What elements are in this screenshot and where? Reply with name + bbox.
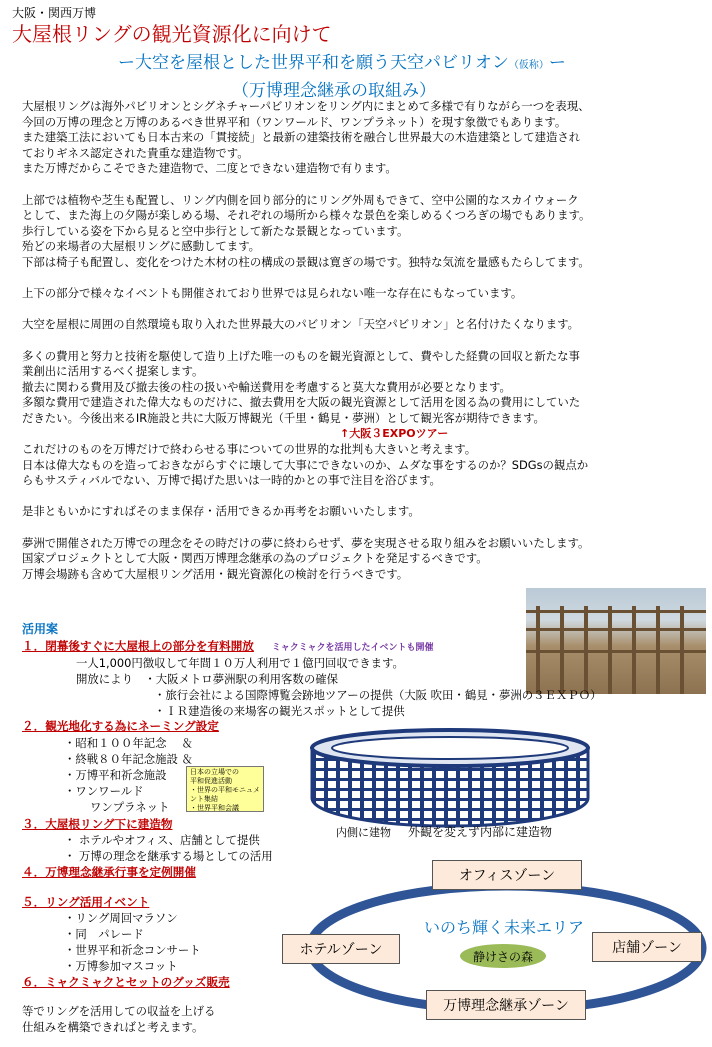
ring-label-outside: 外観を変えず内部に建造物: [408, 825, 553, 839]
body-line: 夢洲で開催された万博での理念をその時だけの夢に終わらせず、夢を実現させる取り組みをお願いいたします。: [22, 535, 590, 550]
photo-post: [536, 606, 540, 694]
forest-label: 静けさの森: [460, 944, 546, 968]
body-line: また建築工法においても日本古来の「貫接続」と最新の建築技術を融合し世界最大の木造建築として建造され: [22, 130, 581, 145]
photo-post: [632, 606, 636, 694]
plan-1-line: 開放により ・大阪メトロ夢洲駅の利用客数の確保: [76, 672, 338, 686]
body-line: 是非ともいかにすればそのまま保存・活用できるか再考をお願いいたします。: [22, 504, 420, 519]
plan-3-title: ３．大屋根リング下に建造物: [22, 817, 173, 831]
spacer: [22, 333, 590, 349]
plan-5-line: ・同 パレード: [64, 927, 144, 941]
plan-2-line: ・万博平和祈念施設: [64, 768, 167, 782]
note-line: ・世界の平和モニュメント集結: [190, 786, 260, 803]
body-line: だきたい。今後出来るIR施設と共に大阪万博観光（千里・鶴見・夢洲）として観光客が期待できます。: [22, 410, 545, 425]
photo-beam: [526, 650, 706, 653]
zone-legacy: 万博理念継承ゾーン: [426, 990, 586, 1020]
body-line: 下部は椅子も配置し、変化をつけた木材の柱の構成の景観は寛ぎの場です。独特な気流を量感もたらしてます。: [22, 254, 590, 269]
photo-post: [608, 606, 612, 694]
plan-2-line: ・終戦８０年記念施設 ＆: [64, 752, 193, 766]
plan-2-line: ・ワンワールド: [64, 784, 144, 798]
note-line: ・世界平和会議: [190, 804, 239, 812]
header-tag: 大阪・関西万博: [12, 6, 97, 20]
zone-hotel: ホテルゾーン: [282, 934, 400, 964]
closing-line: 仕組みを構築できればと考えます。: [22, 1019, 204, 1034]
plan-5-line: ・リング周回マラソン: [64, 911, 178, 925]
body-line: 撤去に関わる費用及び撤去後の柱の扱いや輸送費用を考慮すると莫大な費用が必要となります。: [22, 379, 511, 394]
body-line: 大屋根リングは海外パビリオンとシグネチャーパビリオンをリング内にまとめて多様で有りながら一つを表現、: [22, 99, 590, 113]
plan-6-title: ６．ミャクミャクとセットのグッズ販売: [22, 975, 230, 989]
photo-beam: [526, 610, 706, 613]
body-line: 上部では植物や芝生も配置し、リング内側を回り部分的にリング外周もできて、空中公園的なスカイウォーク: [22, 192, 579, 207]
body-text: [22, 99, 590, 582]
plan-3-line: ・ 万博の理念を継承する場としての活用: [64, 849, 273, 863]
subtitle-text: ー大空を屋根とした世界平和を願う天空パビリオン: [118, 53, 509, 73]
body-line: 殆どの来場者の大屋根リングに感動してます。: [22, 239, 261, 254]
spacer: [22, 177, 590, 193]
body-line: 今回の万博の理念と万博のあるべき世界平和（ワンワールド、ワンプラネット）を現す象徴でもあります。: [22, 114, 567, 129]
photo-post: [560, 606, 564, 694]
plan-1-line: ・ＩＲ建造後の来場客の観光スポットとして提供: [154, 704, 405, 718]
note-line: 平和促進活動: [190, 777, 232, 785]
page-title: 大屋根リングの観光資源化に向けて: [12, 22, 332, 46]
body-line: 上下の部分で様々なイベントも開催されており世界では見られない唯一な存在にもなっています。: [22, 286, 523, 301]
closing-line: 等でリングを活用しての収益を上げる: [22, 1004, 216, 1018]
plan-1-title: １．閉幕後すぐに大屋根上の部分を有料開放: [22, 639, 254, 653]
ring-structure-photo: [526, 588, 706, 694]
photo-post: [584, 606, 588, 694]
body-line: 多くの費用と努力と技術を駆使して造り上げた唯一のものを観光資源として、費やした経費の回収と新たな事: [22, 348, 580, 363]
body-line: 業創出に活用するべく提案します。: [22, 364, 204, 379]
plan-5-line: ・世界平和祈念コンサート: [64, 943, 201, 957]
body-line: 多額な費用で建造された偉大なものだけに、撤去費用を大阪の観光資源として活用を図る為の費用にしていた: [22, 395, 581, 410]
body-line: 歩行している姿を下から見ると空中歩行として新たな景観となっています。: [22, 223, 409, 238]
plan-1-note: ミャクミャクを活用したイベントも開催: [271, 643, 434, 653]
spacer: [22, 489, 590, 505]
closing-text: [22, 1004, 215, 1035]
body-line: 国家プロジェクトとして大阪・関西万博理念継承の為のプロジェクトを発足するべきです。: [22, 551, 488, 566]
plan-3-line: ・ ホテルやオフィス、店舗として提供: [64, 833, 260, 847]
plan-2-title: ２．観光地化する為にネーミング設定: [22, 719, 219, 733]
body-line: らもサスティバルでない、万博で掲げた思いは一時的かとの事で注目を浴びます。: [22, 473, 441, 488]
page-subtitle-2: （万博理念継承の取組み）: [232, 81, 436, 101]
body-line: また万博だからこそできた建造物で、二度とできない建造物で有ります。: [22, 161, 397, 176]
expo-tour-note: ↑大阪３EXPOツアー: [340, 427, 449, 441]
ring-label-inside: 内側に建物: [336, 826, 391, 839]
body-line: 日本は偉大なものを造っておきながらすぐに壊して大事にできないのか、ムダな事をするのか？SDGsの観点か: [22, 457, 589, 472]
subtitle-end: ー: [548, 53, 566, 73]
photo-post: [680, 606, 684, 694]
body-line: これだけのものを万博だけで終わらせる事についての世界的な批判も大きいと考えます。: [22, 442, 477, 457]
zone-shop: 店舗ゾーン: [592, 932, 702, 962]
plan-2-line: ワンプラネット: [90, 800, 170, 814]
note-line: 日本の立場での: [190, 768, 239, 776]
plan-4: [22, 864, 196, 880]
plan-6: [22, 974, 230, 990]
ring-inner: [332, 737, 568, 759]
zone-office: オフィスゾーン: [432, 860, 582, 890]
future-area-label: いのち輝く未来エリア: [424, 918, 585, 937]
subtitle-kasho: （仮称）: [508, 60, 549, 71]
spacer: [22, 520, 590, 536]
plan-1: [22, 638, 434, 654]
plan-5: [22, 894, 149, 910]
plan-4-title: ４．万博理念継承行事を定例開催: [22, 865, 196, 879]
plan-5-line: ・万博参加マスコット: [64, 959, 178, 973]
body-line: ておりギネス認定された貴重な建造物です。: [22, 145, 249, 160]
plans-heading: 活用案: [22, 622, 59, 636]
plan-1-line: ・旅行会社による国際博覧会跡地ツアーの提供（大阪 吹田・鶴見・夢洲の３ＥＸＰＯ）: [154, 688, 602, 702]
ring-diagram: [300, 728, 600, 840]
body-line: 大空を屋根に周囲の自然環境も取り入れた世界最大のパビリオン「天空パビリオン」と名付けたくなります。: [22, 317, 580, 332]
body-line: 万博会場跡も含めて大屋根リング活用・観光資源化の検討を行うべきです。: [22, 566, 409, 581]
peace-activity-note: [186, 766, 264, 812]
spacer: [22, 302, 590, 318]
photo-beam: [526, 628, 706, 631]
page-subtitle: [118, 48, 566, 73]
plan-2-line: ・昭和１００年記念 ＆: [64, 736, 193, 750]
plan-3: [22, 816, 173, 832]
plan-2: [22, 718, 219, 734]
spacer: [22, 271, 590, 287]
body-line: として、また海上の夕陽が楽しめる場、それぞれの場所から様々な景色を楽しめるくつろぎの場でもあります。: [22, 208, 591, 223]
photo-post: [656, 606, 660, 694]
plan-1-line: 一人1,000円徴収して年間１０万人利用で１億円回収できます。: [76, 656, 404, 670]
plan-5-title: ５．リング活用イベント: [22, 895, 150, 909]
